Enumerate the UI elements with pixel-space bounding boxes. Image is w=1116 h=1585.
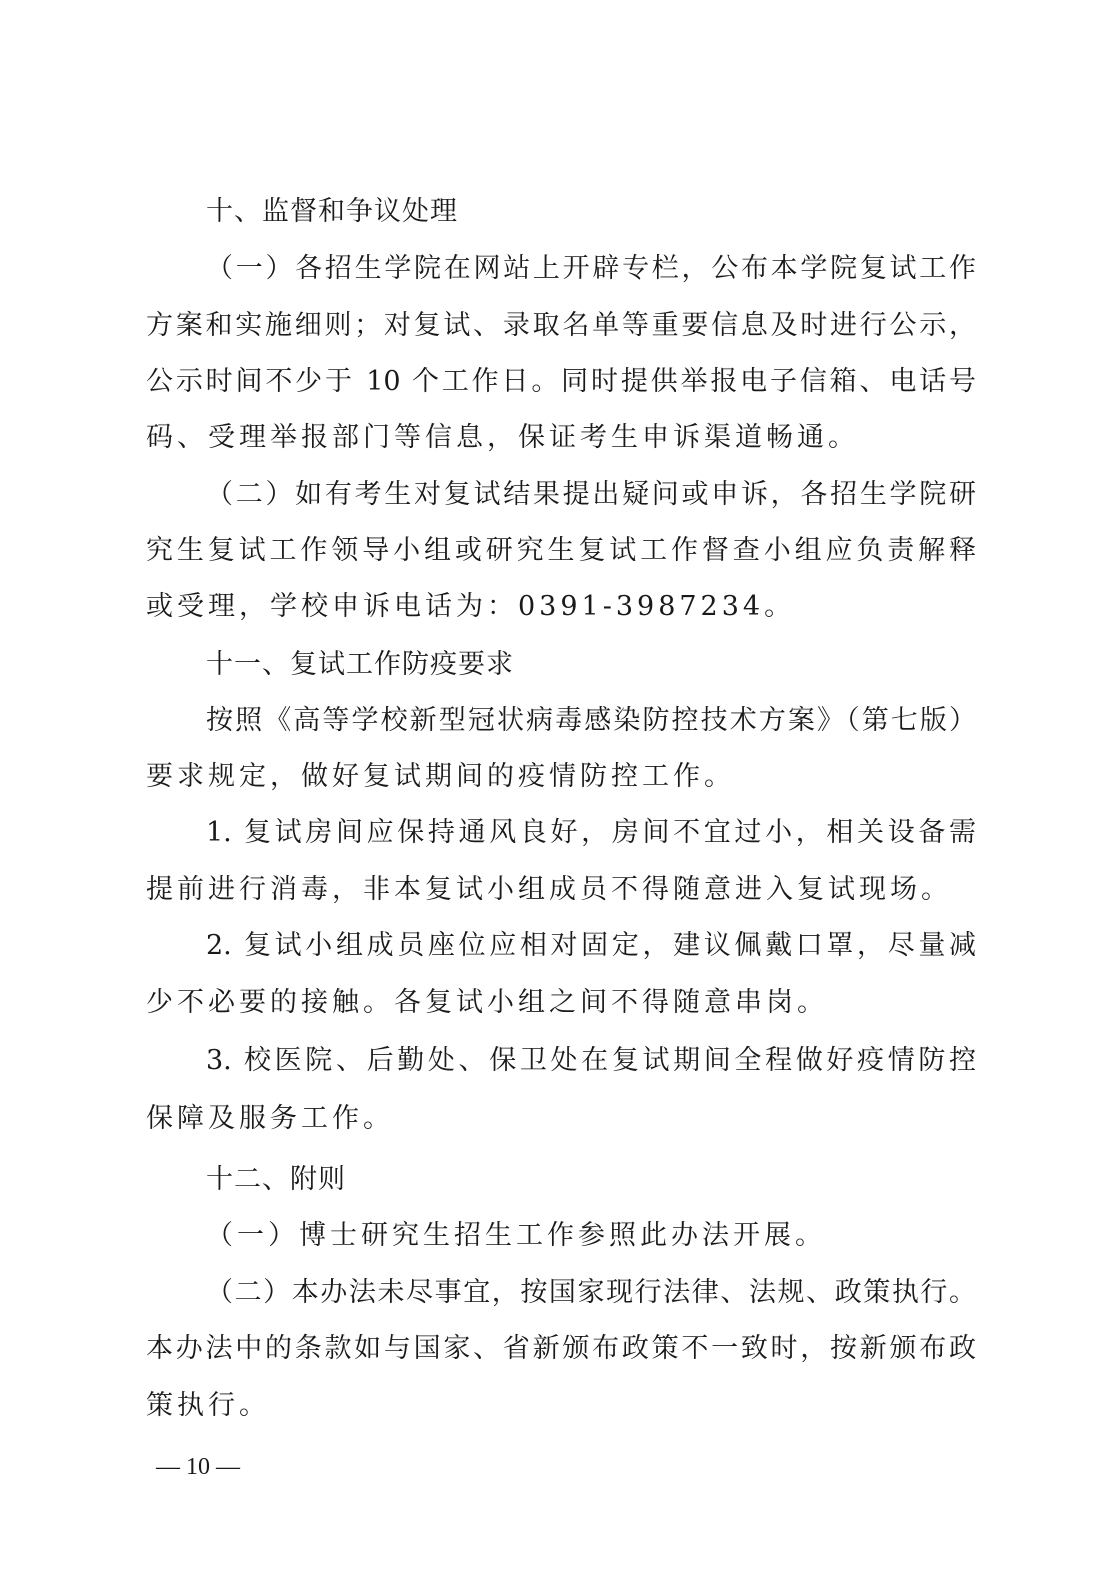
paragraph-line: 或受理，学校申诉电话为：0391-3987234。 <box>146 591 796 622</box>
paragraph-line: 3. 校医院、后勤处、保卫处在复试期间全程做好疫情防控 <box>206 1045 976 1076</box>
paragraph-line: 码、受理举报部门等信息，保证考生申诉渠道畅通。 <box>146 422 859 453</box>
paragraph-line: 提前进行消毒，非本复试小组成员不得随意进入复试现场。 <box>146 874 952 905</box>
paragraph-line: 本办法中的条款如与国家、省新颁布政策不一致时，按新颁布政 <box>146 1333 976 1364</box>
paragraph-line: 按照《高等学校新型冠状病毒感染防控技术方案》（第七版） <box>206 705 976 736</box>
paragraph-line: 究生复试工作领导小组或研究生复试工作督查小组应负责解释 <box>146 535 976 566</box>
paragraph-line: 方案和实施细则；对复试、录取名单等重要信息及时进行公示， <box>146 310 976 341</box>
paragraph-line: （二）本办法未尽事宜，按国家现行法律、法规、政策执行。 <box>206 1277 976 1308</box>
paragraph-line: （一）各招生学院在网站上开辟专栏，公布本学院复试工作 <box>206 253 976 284</box>
section-heading-supplementary: 十二、附则 <box>206 1164 346 1195</box>
paragraph-line: （二）如有考生对复试结果提出疑问或申诉，各招生学院研 <box>206 479 976 510</box>
paragraph-line: 公示时间不少于 10 个工作日。同时提供举报电子信箱、电话号 <box>146 366 976 397</box>
page-number: — 10 — <box>156 1454 240 1480</box>
paragraph-line: 策执行。 <box>146 1390 270 1421</box>
paragraph-line: 少不必要的接触。各复试小组之间不得随意串岗。 <box>146 987 828 1018</box>
paragraph-line: 保障及服务工作。 <box>146 1103 394 1134</box>
section-heading-supervision: 十、监督和争议处理 <box>206 196 458 227</box>
paragraph-line: 2. 复试小组成员座位应相对固定，建议佩戴口罩，尽量减 <box>206 930 976 961</box>
paragraph-line: （一）博士研究生招生工作参照此办法开展。 <box>206 1220 826 1251</box>
paragraph-line: 要求规定，做好复试期间的疫情防控工作。 <box>146 761 735 792</box>
paragraph-line: 1. 复试房间应保持通风良好，房间不宜过小，相关设备需 <box>206 817 976 848</box>
section-heading-epidemic-prevention: 十一、复试工作防疫要求 <box>206 649 514 680</box>
